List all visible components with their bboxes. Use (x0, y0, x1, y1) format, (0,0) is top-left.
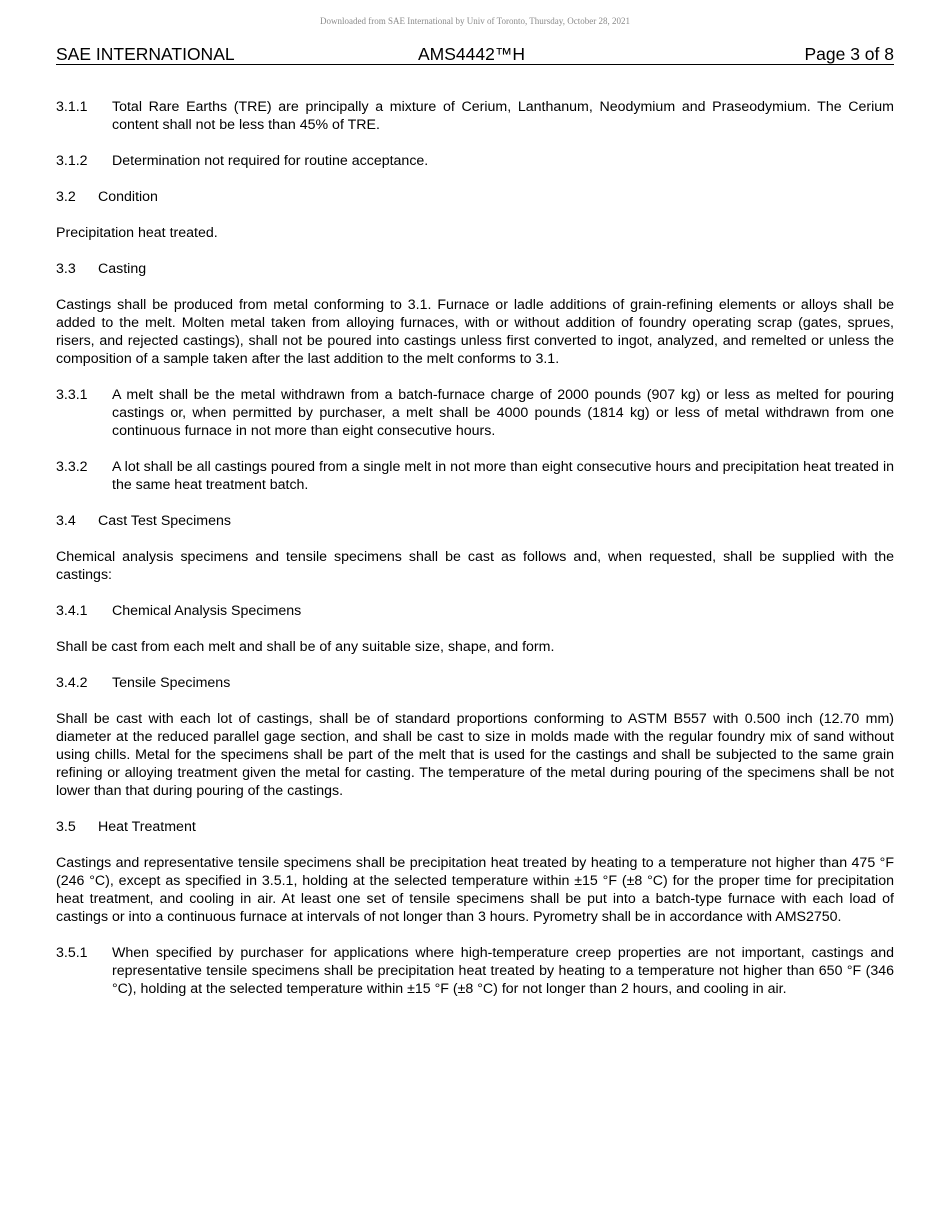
section-3-4-2-body: Shall be cast with each lot of castings, shall be of standard proportions conforming to ASTM B557 with 0.500 inch (12.70 mm) diameter at the reduced parallel gage section, and shall be cast to size in molds made with the regular foundry mix of sand without using chills. Metal for the specimens shall be part of the melt that is used for the castings and shall be subjected to the same grain refining or alloying treatment given the metal for casting. The temperature of the metal during pouring of the specimens shall be not lower than that during pouring of the castings. (56, 711, 894, 799)
document-body (56, 98, 894, 1016)
section-3-4-heading (56, 512, 894, 530)
section-title: Tensile Specimens (112, 675, 231, 691)
section-number: 3.2 (56, 189, 76, 205)
clause-number: 3.3.1 (56, 387, 88, 403)
section-number: 3.3 (56, 261, 76, 277)
clause-text: Determination not required for routine acceptance. (112, 153, 429, 169)
section-3-3-heading (56, 260, 894, 278)
section-3-2-body: Precipitation heat treated. (56, 225, 218, 241)
clause-3-3-2 (56, 458, 894, 494)
section-number: 3.4 (56, 513, 76, 529)
section-title: Chemical Analysis Specimens (112, 603, 302, 619)
clause-3-5-1 (56, 944, 894, 998)
section-3-2-heading (56, 188, 894, 206)
section-title: Heat Treatment (98, 819, 196, 835)
header-document-id: AMS4442™H (418, 44, 525, 64)
clause-number: 3.1.2 (56, 153, 88, 169)
clause-text: A lot shall be all castings poured from a single melt in not more than eight consecutive hours and precipitation heat treated in the same heat treatment batch. (112, 459, 894, 493)
section-3-5-body: Castings and representative tensile specimens shall be precipitation heat treated by heating to a temperature not higher than 475 °F (246 °C), except as specified in 3.5.1, holding at the selected temperature within ±15 °F (±8 °C) for the proper time for precipitation heat treatment, and cooling in air. At least one set of tensile specimens shall be put into a batch-type furnace with each load of castings or into a continuous furnace at intervals of not longer than 3 hours. Pyrometry shall be in accordance with AMS2750. (56, 855, 894, 925)
download-watermark: Downloaded from SAE International by Univ of Toronto, Thursday, October 28, 2021 (320, 16, 630, 26)
clause-text: A melt shall be the metal withdrawn from a batch-furnace charge of 2000 pounds (907 kg) or less as melted for pouring castings or, when permitted by purchaser, a melt shall be 4000 pounds (1814 kg) or less of metal withdrawn from one continuous furnace in not more than eight consecutive hours. (112, 387, 894, 439)
clause-number: 3.1.1 (56, 99, 88, 115)
section-number: 3.4.2 (56, 675, 88, 691)
section-3-5-heading (56, 818, 894, 836)
section-3-4-1-body: Shall be cast from each melt and shall be of any suitable size, shape, and form. (56, 639, 555, 655)
section-number: 3.4.1 (56, 603, 88, 619)
section-title: Cast Test Specimens (98, 513, 231, 529)
section-3-3-body: Castings shall be produced from metal conforming to 3.1. Furnace or ladle additions of grain-refining elements or alloys shall be added to the melt. Molten metal taken from alloying furnaces, with or without addition of foundry operating scrap (gates, sprues, risers, and rejected castings), shall not be poured into castings unless first converted to ingot, analyzed, and remelted or unless the composition of a sample taken after the last addition to the melt conforms to 3.1. (56, 297, 894, 367)
clause-3-3-1 (56, 386, 894, 440)
header-page-number: Page 3 of 8 (804, 44, 894, 64)
section-number: 3.5 (56, 819, 76, 835)
section-3-4-body: Chemical analysis specimens and tensile specimens shall be cast as follows and, when requested, shall be supplied with the castings: (56, 549, 894, 583)
clause-text: When specified by purchaser for applications where high-temperature creep properties are not important, castings and representative tensile specimens shall be precipitation heat treated by heating to a temperature not higher than 650 °F (346 °C), holding at the selected temperature within ±15 °F (±8 °C) for not longer than 2 hours, and cooling in air. (112, 945, 894, 997)
clause-text: Total Rare Earths (TRE) are principally a mixture of Cerium, Lanthanum, Neodymium and Praseodymium. The Cerium content shall not be less than 45% of TRE. (112, 99, 894, 133)
page-header (56, 44, 894, 65)
header-organization: SAE INTERNATIONAL (56, 44, 235, 64)
clause-3-1-1 (56, 98, 894, 134)
section-3-4-2-heading (56, 674, 894, 692)
clause-number: 3.3.2 (56, 459, 88, 475)
clause-3-1-2 (56, 152, 894, 170)
clause-number: 3.5.1 (56, 945, 88, 961)
section-title: Condition (98, 189, 158, 205)
section-3-4-1-heading (56, 602, 894, 620)
section-title: Casting (98, 261, 147, 277)
